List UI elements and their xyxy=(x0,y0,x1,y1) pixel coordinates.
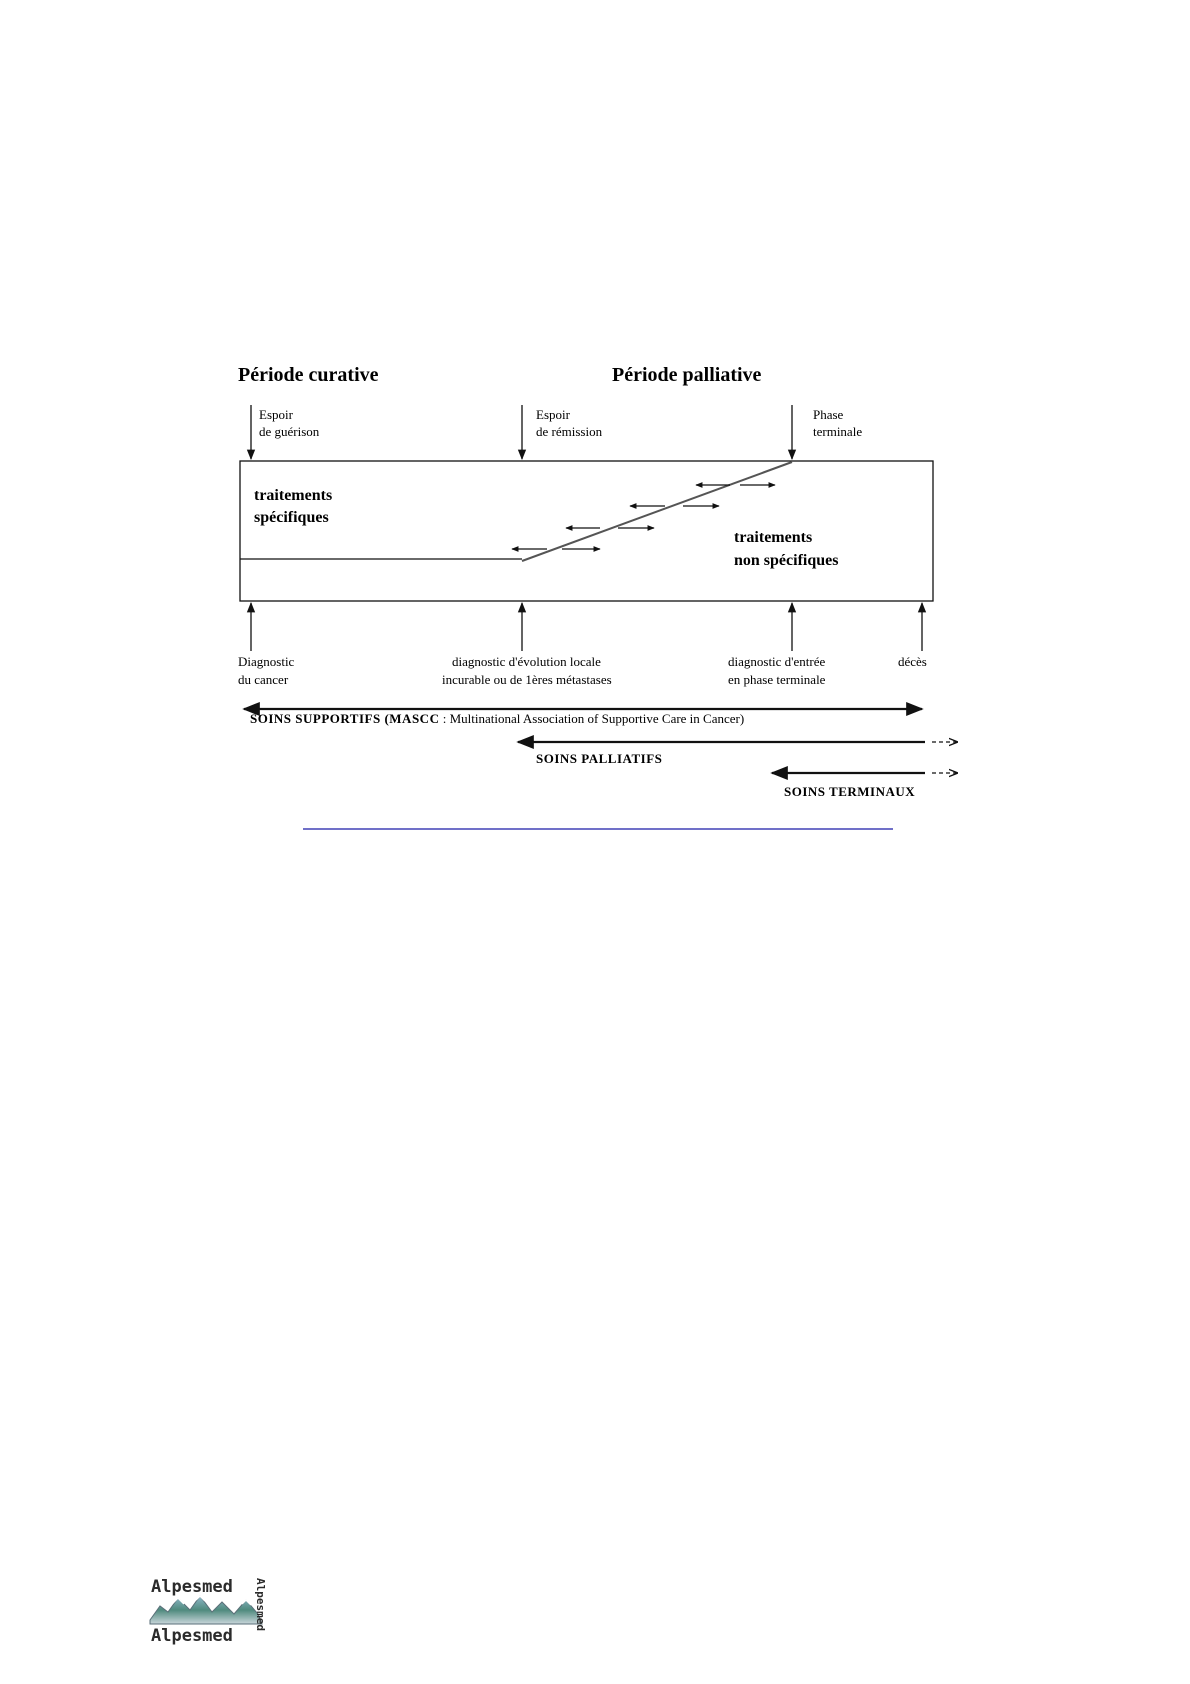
alpesmed-logo xyxy=(150,1577,267,1646)
label-soins-terminaux: SOINS TERMINAUX xyxy=(784,784,916,799)
marker-espoir-remission xyxy=(522,405,603,459)
alpesmed-logo-text-top: Alpesmed xyxy=(151,1577,233,1597)
label-traitements-non-specifiques-line2: non spécifiques xyxy=(734,552,839,569)
marker-phase-terminale xyxy=(792,405,862,459)
label-traitements-specifiques-line1: traitements xyxy=(254,487,333,504)
marker-deces xyxy=(898,603,927,669)
marker-diagnostic-cancer xyxy=(238,603,295,687)
label-espoir-guerison-line2: de guérison xyxy=(259,424,320,439)
label-diagnostic-cancer-line1: Diagnostic xyxy=(238,654,295,669)
label-diagnostic-terminal-line1: diagnostic d'entrée xyxy=(728,654,826,669)
heading-periode-curative: Période curative xyxy=(238,364,379,386)
label-espoir-guerison-line1: Espoir xyxy=(259,407,293,422)
label-soins-palliatifs: SOINS PALLIATIFS xyxy=(536,751,663,766)
label-phase-terminale-line1: Phase xyxy=(813,407,844,422)
treatment-box xyxy=(240,461,933,601)
heading-periode-palliative: Période palliative xyxy=(612,364,762,386)
label-diagnostic-terminal-line2: en phase terminale xyxy=(728,672,826,687)
label-soins-supportifs-desc: : Multinational Association of Supportive Care in Cancer) xyxy=(439,711,745,726)
range-soins-supportifs xyxy=(244,709,922,726)
label-diagnostic-evolution-line1: diagnostic d'évolution locale xyxy=(452,654,601,669)
label-soins-supportifs-name: SOINS SUPPORTIFS (MASCC xyxy=(250,711,440,726)
label-espoir-remission-line1: Espoir xyxy=(536,407,570,422)
label-traitements-specifiques-line2: spécifiques xyxy=(254,509,329,526)
label-deces: décès xyxy=(898,654,927,669)
label-espoir-remission-line2: de rémission xyxy=(536,424,603,439)
alpesmed-logo-text-vertical: Alpesmed xyxy=(254,1578,267,1631)
label-diagnostic-evolution-line2: incurable ou de 1ères métastases xyxy=(442,672,612,687)
alpesmed-logo-text-bottom: Alpesmed xyxy=(151,1626,233,1646)
marker-espoir-guerison xyxy=(251,405,320,459)
alpesmed-logo-snow-icon xyxy=(172,1596,251,1605)
label-phase-terminale-line2: terminale xyxy=(813,424,863,439)
range-soins-palliatifs xyxy=(518,742,957,766)
label-traitements-non-specifiques-line1: traitements xyxy=(734,529,813,546)
marker-diagnostic-terminal xyxy=(728,603,826,687)
transition-diagonal xyxy=(522,462,792,561)
marker-diagnostic-evolution xyxy=(442,603,612,687)
range-soins-terminaux xyxy=(772,773,957,799)
label-diagnostic-cancer-line2: du cancer xyxy=(238,672,289,687)
label-soins-supportifs xyxy=(250,711,744,726)
